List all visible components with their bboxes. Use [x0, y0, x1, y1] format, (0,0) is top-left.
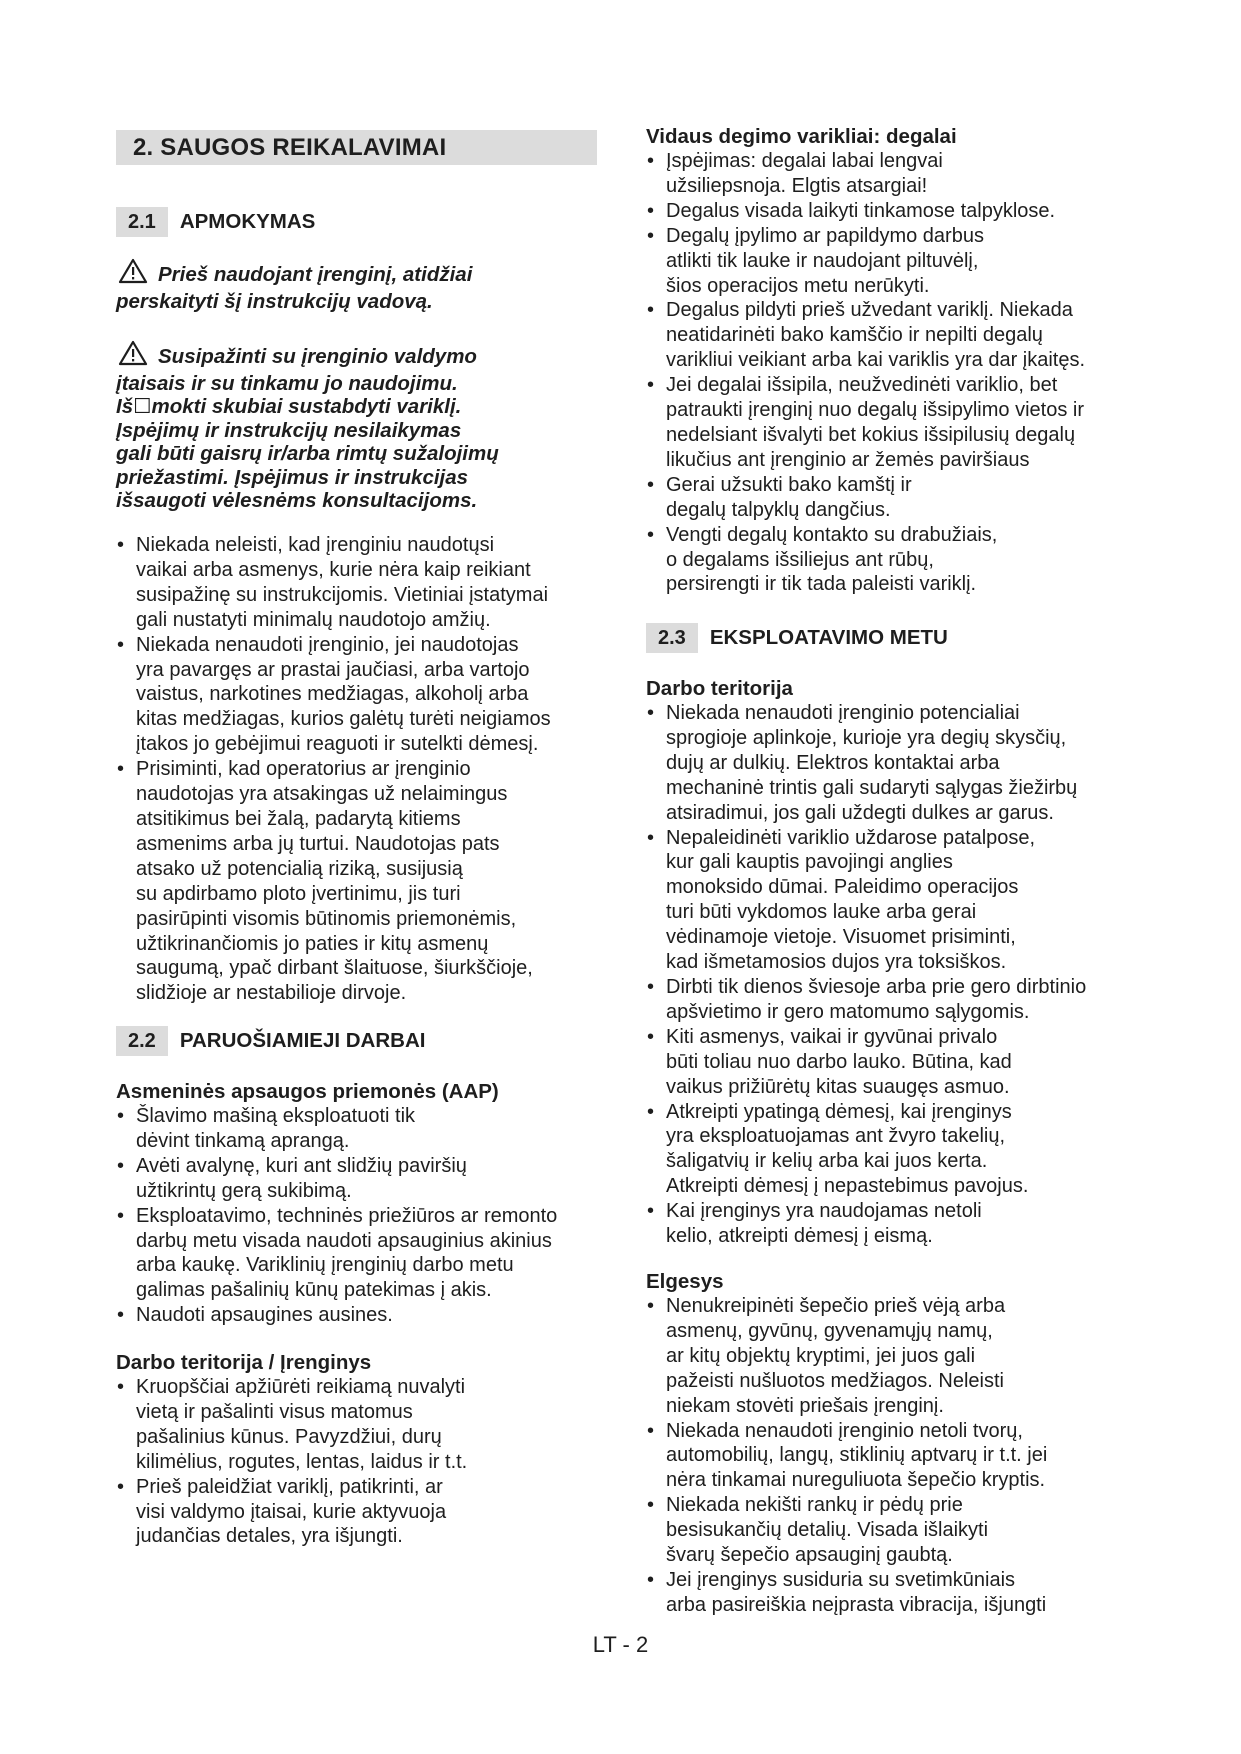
subsection-2-2-heading [116, 1026, 425, 1056]
list-item: • Niekada nenaudoti įrenginio, jei naudotojas yra pavargęs ar prastai jaučiasi, arba vartojo vaistus, narkotines medžiagas, alkoholį arba kitas medžiagas, kurios galėtų turėti neigiamos įtakos jo gebėjimui reaguoti ir sutelkti dėmesį. [116, 633, 551, 758]
warning-triangle-icon [118, 340, 148, 372]
warning-text: Susipažinti su įrenginio valdymo įtaisais ir su tinkamu jo naudojimu. Iš☐mokti skubiai sustabdyti variklį. Įspėjimų ir instrukcijų nesilaikymas gali būti gaisrų ir/arba rimtų sužalojimų priežastimi. Įspėjimus ir instrukcijas išsaugoti vėlesnėms konsultacijoms. [116, 345, 499, 512]
work-area-devices-section [116, 1350, 467, 1549]
fuel-section [646, 124, 1085, 597]
ppe-heading: Asmeninės apsaugos priemonės (AAP) [116, 1080, 499, 1103]
subsection-number: 2.2 [116, 1026, 168, 1056]
list-item: • Naudoti apsaugines ausines. [116, 1303, 557, 1328]
list-item: • Niekada nekišti rankų ir pėdų prie besisukančių detalių. Visada išlaikyti švarų šepečio apsauginį gaubtą. [646, 1493, 1047, 1568]
fuel-heading: Vidaus degimo varikliai: degalai [646, 125, 957, 148]
ppe-section [116, 1079, 557, 1328]
warning-controls [116, 340, 596, 513]
warning-triangle-icon [118, 258, 148, 290]
page-number: LT - 2 [592, 1632, 649, 1657]
list-item: • Šlavimo mašiną eksploatuoti tik dėvint tinkamą aprangą. [116, 1104, 557, 1154]
warning-read-manual [116, 258, 596, 313]
list-item: • Nepaleidinėti variklio uždarose patalpose, kur gali kauptis pavojingi anglies monoksido dūmai. Paleidimo operacijos turi būti vykdomos lauke arba gerai vėdinamoje vietoje. Visuomet prisiminti, kad išmetamosios dujos yra toksiškos. [646, 826, 1086, 975]
list-item: • Niekada nenaudoti įrenginio potencialiai sprogioje aplinkoje, kurioje yra degių skysčių, dujų ar dulkių. Elektros kontaktai arba mechaninė trintis gali sudaryti sąlygas žiežirbų atsiradimui, jos gali uždegti dulkes ar garus. [646, 701, 1086, 826]
list-item: • Kai įrenginys yra naudojamas netoli kelio, atkreipti dėmesį į eismą. [646, 1199, 1086, 1249]
subsection-number: 2.1 [116, 207, 168, 237]
list-item: • Degalų įpylimo ar papildymo darbus atlikti tik lauke ir naudojant piltuvėlį, šios operacijos metu nerūkyti. [646, 224, 1085, 299]
list-item: • Avėti avalynę, kuri ant slidžių paviršių užtikrintų gerą sukibimą. [116, 1154, 557, 1204]
list-item: • Kiti asmenys, vaikai ir gyvūnai privalo būti toliau nuo darbo lauko. Būtina, kad vaikus prižiūrėtų kitas suaugęs asmuo. [646, 1025, 1086, 1100]
list-item: • Gerai užsukti bako kamštį ir degalų talpyklų dangčius. [646, 473, 1085, 523]
list-item: • Kruopščiai apžiūrėti reikiamą nuvalyti vietą ir pašalinti visus matomus pašalinius kūnus. Pavyzdžiui, durų kilimėlius, rogutes, lentas, laidus ir t.t. [116, 1375, 467, 1475]
work-area-devices-heading: Darbo teritorija / Įrenginys [116, 1351, 372, 1374]
list-item: • Prieš paleidžiat variklį, patikrinti, ar visi valdymo įtaisai, kurie aktyvuoja judančias detales, yra išjungti. [116, 1475, 467, 1550]
warning-text: Prieš naudojant įrenginį, atidžiai perskaityti šį instrukcijų vadovą. [116, 263, 473, 313]
subsection-title: PARUOŠIAMIEJI DARBAI [179, 1029, 426, 1052]
list-item: • Niekada nenaudoti įrenginio netoli tvorų, automobilių, langų, stiklinių aptvarų ir t.t. jei nėra tinkamai nureguliuota šepečio kryptis. [646, 1419, 1047, 1494]
subsection-number: 2.3 [646, 623, 698, 653]
work-area-heading: Darbo teritorija [646, 677, 793, 700]
subsection-2-3-heading [646, 623, 948, 653]
list-item: • Jei įrenginys susiduria su svetimkūniais arba pasireiškia neįprasta vibracija, išjungti [646, 1568, 1047, 1618]
list-item: • Degalus pildyti prieš užvedant variklį. Niekada neatidarinėti bako kamščio ir nepilti degalų varikliui veikiant arba kai variklis yra dar įkaitęs. [646, 298, 1085, 373]
list-item: • Dirbti tik dienos šviesoje arba prie gero dirbtinio apšvietimo ir gero matomumo sąlygomis. [646, 975, 1086, 1025]
subsection-title: APMOKYMAS [179, 210, 316, 233]
list-item: • Atkreipti ypatingą dėmesį, kai įrenginys yra eksploatuojamas ant žvyro takelių, šaligatvių ir kelių arba kai juos kerta. Atkreipti dėmesį į nepastebimus pavojus. [646, 1100, 1086, 1200]
subsection-title: EKSPLOATAVIMO METU [709, 626, 948, 649]
list-item: • Jei degalai išsipila, neužvedinėti variklio, bet patraukti įrenginį nuo degalų išsipylimo vietos ir nedelsiant išvalyti bet kokius išsipilusių degalų likučius ant įrenginio ar žemės paviršiaus [646, 373, 1085, 473]
list-item: • Eksploatavimo, techninės priežiūros ar remonto darbų metu visada naudoti apsauginius akinius arba kaukę. Variklinių įrenginių darbo metu galimas pašalinių kūnų patekimas į akis. [116, 1204, 557, 1304]
list-item: • Nenukreipinėti šepečio prieš vėją arba asmenų, gyvūnų, gyvenamųjų namų, ar kitų objektų kryptimi, jei juos gali pažeisti nušluotos medžiagos. Neleisti niekam stovėti priešais įrenginį. [646, 1294, 1047, 1419]
training-list [116, 533, 551, 1006]
list-item: • Vengti degalų kontakto su drabužiais, o degalams išsiliejus ant rūbų, persirengti ir tik tada paleisti variklį. [646, 523, 1085, 598]
subsection-2-1-heading [116, 207, 315, 237]
work-area-section [646, 676, 1086, 1249]
list-item: • Degalus visada laikyti tinkamose talpyklose. [646, 199, 1085, 224]
list-item: • Prisiminti, kad operatorius ar įrenginio naudotojas yra atsakingas už nelaimingus atsitikimus bei žalą, padarytą kitiems asmenims arba jų turtui. Naudotojas pats atsako už potencialią riziką, susijusią su apdirbamo ploto įvertinimu, jis turi pasirūpinti visomis būtinomis priemonėmis, užtikrinančiomis jo paties ir kitų asmenų saugumą, ypač dirbant šlaituose, šiurkščioje, slidžioje ar nestabilioje dirvoje. [116, 757, 551, 1006]
list-item: • Niekada neleisti, kad įrenginiu naudotųsi vaikai arba asmenys, kurie nėra kaip reikiant susipažinę su instrukcijomis. Vietiniai įstatymai gali nustatyti minimalų naudotojo amžių. [116, 533, 551, 633]
section-title: 2. SAUGOS REIKALAVIMAI [116, 130, 597, 165]
behaviour-heading: Elgesys [646, 1270, 724, 1293]
behaviour-section [646, 1269, 1047, 1618]
list-item: • Įspėjimas: degalai labai lengvai užsiliepsnoja. Elgtis atsargiai! [646, 149, 1085, 199]
